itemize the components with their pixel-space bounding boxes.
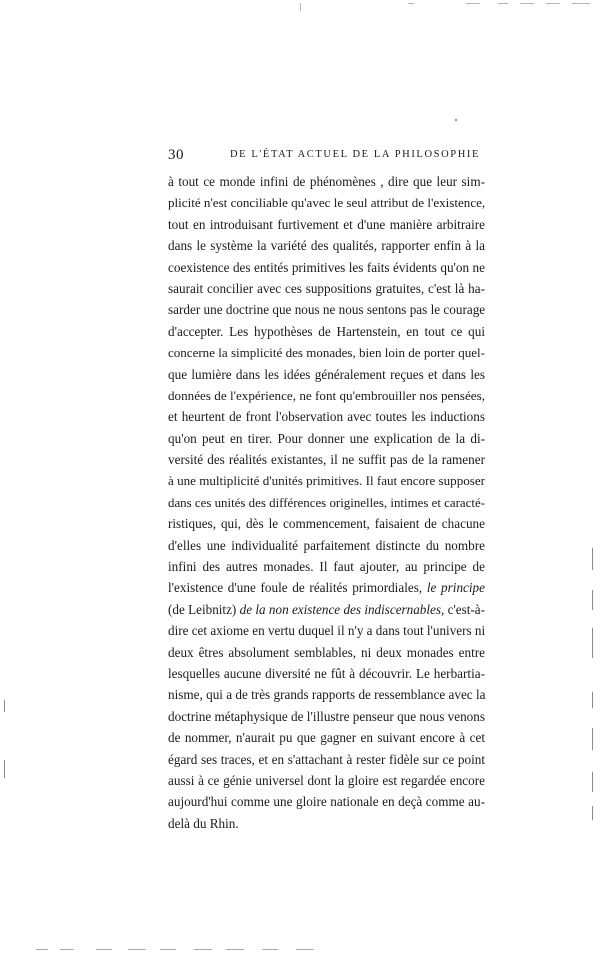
scan-mark: [408, 3, 414, 4]
text-line: plicité n'est conciliable qu'avec le seul attribut de l'existence,: [168, 195, 486, 211]
text-line: que lumière dans les idées généralement reçues et dans les: [168, 366, 485, 382]
text-line: versité des réalités existantes, il ne suffit pas de la ramener: [168, 452, 485, 468]
scan-mark: [572, 3, 590, 4]
scan-mark: [592, 692, 593, 708]
text-line: l'existence d'une foule de réalités primordiales, le principe: [168, 580, 486, 596]
scan-mark: [592, 548, 593, 570]
text-line: dire cet axiome en vertu duquel il n'y a dans tout l'univers ni: [168, 623, 486, 639]
text-line: tout en introduisant furtivement et d'une manière arbitraire: [168, 216, 485, 232]
text-line: deux êtres absolument semblables, ni deux monades entre: [168, 644, 485, 660]
scan-mark: [296, 949, 314, 950]
italic-phrase: de la non existence des indiscernables: [239, 601, 441, 617]
text-line: dans le système la variété des qualités, rapporter enfin à la: [168, 238, 485, 254]
text-line: delà du Rhin.: [168, 815, 239, 831]
text-line: sarder une doctrine que nous ne nous sentons pas le courage: [168, 302, 486, 318]
scan-mark: [592, 806, 593, 820]
scan-mark: [546, 3, 560, 4]
running-head: DE L'ÉTAT ACTUEL DE LA PHILOSOPHIE: [230, 149, 480, 160]
page-header: [168, 147, 488, 169]
text-line: qu'on peut en tirer. Pour donner une explication de la di-: [168, 430, 485, 446]
scan-mark: [520, 3, 534, 4]
scan-mark: [262, 949, 278, 950]
text-line: aussi à ce génie universel dont la gloire est regardée encore: [168, 772, 485, 788]
text-line: saurait concilier avec ces suppositions gratuites, c'est là ha-: [168, 280, 485, 296]
text-line: ristiques, qui, dès le commencement, faisaient de chacune: [168, 516, 485, 532]
scan-mark: [498, 3, 508, 4]
scan-mark: [300, 3, 301, 11]
text-line: doctrine métaphysique de l'illustre penseur que nous venons: [168, 708, 485, 724]
text-line: égard ses traces, et en s'attachant à rester fidèle sur ce point: [168, 751, 485, 767]
scan-mark: [96, 949, 112, 950]
text-line: infini des autres monades. Il faut ajouter, au principe de: [168, 559, 485, 575]
italic-phrase: le principe: [426, 580, 486, 596]
scan-mark: [194, 949, 212, 950]
scan-mark: [466, 3, 480, 4]
scan-mark: [128, 949, 146, 950]
text-line: (de Leibnitz) de la non existence des indiscernables, c'est-à-: [168, 601, 485, 617]
scan-mark: [160, 949, 176, 950]
scan-mark: [4, 760, 5, 778]
text-line: aujourd'hui comme une gloire nationale en deçà comme au-: [168, 794, 485, 810]
text-line: dans ces unités des différences originelles, intimes et caracté-: [168, 494, 485, 510]
scan-mark: [60, 949, 74, 950]
text-line: à une multiplicité d'unités primitives. Il faut encore supposer: [168, 473, 485, 489]
scan-mark: [592, 772, 593, 792]
scan-mark: [226, 949, 244, 950]
text-line: données de l'expérience, ne font qu'embrouiller nos pensées,: [168, 387, 485, 403]
text-line: coexistence des entités primitives les faits évidents qu'on ne: [168, 259, 485, 275]
scan-mark: [592, 628, 593, 658]
text-line: concerne la simplicité des monades, bien loin de porter quel-: [168, 345, 485, 361]
text-line: nisme, qui a de très grands rapports de ressemblance avec la: [168, 687, 486, 703]
scan-speck: [455, 119, 457, 121]
text-line: lesquelles aucune diversité ne fût à découvrir. Le herbartia-: [168, 665, 485, 681]
text-line: de nommer, n'aurait pu que gagner en suivant encore à cet: [168, 730, 485, 746]
text-line: d'elles une individualité parfaitement distincte du nombre: [168, 537, 485, 553]
body-text: [168, 171, 485, 834]
scan-mark: [36, 949, 48, 950]
page-number: 30: [168, 147, 184, 163]
text-line: d'accepter. Les hypothèses de Hartenstein, en tout ce qui: [168, 323, 485, 339]
scan-mark: [592, 590, 593, 610]
scan-mark: [592, 728, 593, 750]
text-line: à tout ce monde infini de phénomènes , dire que leur sim-: [168, 174, 485, 189]
scan-mark: [4, 700, 5, 712]
text-line: et heurtent de front l'observation avec toutes les inductions: [168, 409, 485, 425]
